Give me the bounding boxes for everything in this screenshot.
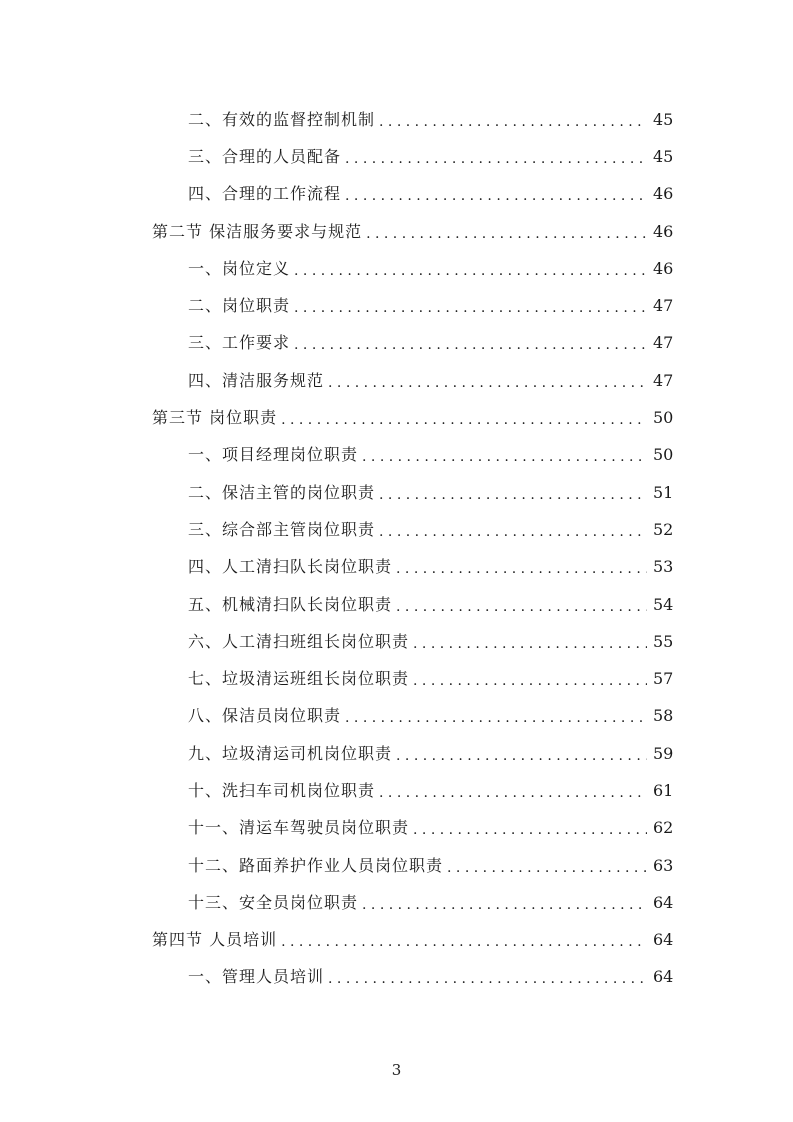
toc-entry-page: 64: [653, 930, 674, 950]
toc-entry-title: 一、项目经理岗位职责: [188, 445, 359, 465]
toc-entry-title: 七、垃圾清运班组长岗位职责: [188, 669, 410, 689]
toc-dot-leader: [447, 858, 647, 878]
toc-entry-page: 47: [653, 370, 674, 390]
toc-entry[interactable]: [0, 772, 793, 809]
toc-entry-page: 62: [653, 818, 674, 838]
toc-dot-leader: [413, 634, 647, 654]
toc-entry[interactable]: [0, 959, 793, 996]
toc-dot-leader: [294, 335, 647, 355]
toc-entry[interactable]: [0, 586, 793, 623]
toc-entry-page: 50: [653, 408, 674, 428]
toc-entry[interactable]: [0, 138, 793, 175]
toc-dot-leader: [413, 820, 647, 840]
toc-entry-page: 45: [653, 146, 674, 166]
toc-entry-page: 50: [653, 445, 674, 465]
toc-entry-page: 45: [653, 109, 674, 129]
toc-entry-title: 八、保洁员岗位职责: [188, 706, 342, 726]
toc-entry-page: 46: [653, 221, 674, 241]
toc-dot-leader: [413, 671, 647, 691]
toc-entry[interactable]: [0, 623, 793, 660]
toc-entry-page: 64: [653, 967, 674, 987]
toc-entry-title: 一、管理人员培训: [188, 967, 325, 987]
toc-entry-page: 58: [653, 706, 674, 726]
toc-dot-leader: [345, 149, 647, 169]
toc-dot-leader: [362, 895, 647, 915]
toc-entry[interactable]: [0, 101, 793, 138]
toc-entry-page: 55: [653, 631, 674, 651]
toc-entry-title: 第二节 保洁服务要求与规范: [152, 221, 363, 241]
toc-entry-page: 46: [653, 184, 674, 204]
toc-dot-leader: [379, 112, 647, 132]
toc-entry-title: 二、保洁主管的岗位职责: [188, 482, 376, 502]
toc-entry[interactable]: [0, 325, 793, 362]
toc-section-entry[interactable]: [0, 399, 793, 436]
toc-dot-leader: [396, 597, 647, 617]
toc-entry-title: 十二、路面养护作业人员岗位职责: [188, 855, 444, 875]
toc-dot-leader: [379, 522, 647, 542]
toc-entry-title: 一、岗位定义: [188, 258, 291, 278]
toc-entry-page: 47: [653, 333, 674, 353]
toc-entry-title: 三、工作要求: [188, 333, 291, 353]
toc-entry[interactable]: [0, 847, 793, 884]
toc-entry[interactable]: [0, 511, 793, 548]
toc-dot-leader: [379, 783, 647, 803]
toc-entry-title: 第三节 岗位职责: [152, 408, 278, 428]
toc-entry[interactable]: [0, 698, 793, 735]
toc-entry-page: 57: [653, 669, 674, 689]
toc-dot-leader: [328, 373, 647, 393]
toc-dot-leader: [396, 559, 647, 579]
toc-entry-page: 47: [653, 296, 674, 316]
toc-dot-leader: [281, 932, 647, 952]
toc-entry-title: 四、合理的工作流程: [188, 184, 342, 204]
toc-entry-page: 54: [653, 594, 674, 614]
toc-entry[interactable]: [0, 474, 793, 511]
toc-entry-page: 63: [653, 855, 674, 875]
toc-entry[interactable]: [0, 362, 793, 399]
toc-entry-title: 十三、安全员岗位职责: [188, 892, 359, 912]
toc-dot-leader: [328, 969, 647, 989]
toc-dot-leader: [366, 224, 647, 244]
toc-entry-page: 51: [653, 482, 674, 502]
toc-dot-leader: [379, 485, 647, 505]
toc-entry-title: 三、合理的人员配备: [188, 146, 342, 166]
toc-entry-title: 四、清洁服务规范: [188, 370, 325, 390]
toc-entry[interactable]: [0, 735, 793, 772]
toc-entry[interactable]: [0, 660, 793, 697]
toc-dot-leader: [396, 746, 647, 766]
toc-entry[interactable]: [0, 437, 793, 474]
page-number: 3: [391, 1061, 402, 1079]
toc-entry-title: 五、机械清扫队长岗位职责: [188, 594, 393, 614]
toc-entry-page: 59: [653, 743, 674, 763]
toc-entry-title: 九、垃圾清运司机岗位职责: [188, 743, 393, 763]
toc-entry[interactable]: [0, 549, 793, 586]
toc-dot-leader: [362, 447, 647, 467]
toc-entry-title: 三、综合部主管岗位职责: [188, 519, 376, 539]
toc-entry-page: 52: [653, 519, 674, 539]
toc-section-entry[interactable]: [0, 922, 793, 959]
toc-entry-title: 十一、清运车驾驶员岗位职责: [188, 818, 410, 838]
toc-entry-page: 46: [653, 258, 674, 278]
toc-dot-leader: [345, 186, 647, 206]
toc-entry[interactable]: [0, 250, 793, 287]
table-of-contents: [0, 101, 793, 996]
toc-entry[interactable]: [0, 884, 793, 921]
toc-entry-title: 第四节 人员培训: [152, 930, 278, 950]
toc-entry-title: 二、岗位职责: [188, 296, 291, 316]
toc-entry-title: 四、人工清扫队长岗位职责: [188, 557, 393, 577]
toc-entry-title: 十、洗扫车司机岗位职责: [188, 780, 376, 800]
toc-entry[interactable]: [0, 287, 793, 324]
toc-dot-leader: [294, 261, 647, 281]
toc-entry[interactable]: [0, 810, 793, 847]
toc-entry-page: 61: [653, 780, 674, 800]
toc-entry[interactable]: [0, 176, 793, 213]
toc-dot-leader: [281, 410, 647, 430]
toc-entry-title: 六、人工清扫班组长岗位职责: [188, 631, 410, 651]
toc-entry-title: 二、有效的监督控制机制: [188, 109, 376, 129]
toc-dot-leader: [345, 708, 647, 728]
toc-entry-page: 64: [653, 892, 674, 912]
toc-section-entry[interactable]: [0, 213, 793, 250]
toc-dot-leader: [294, 298, 647, 318]
toc-entry-page: 53: [653, 557, 674, 577]
